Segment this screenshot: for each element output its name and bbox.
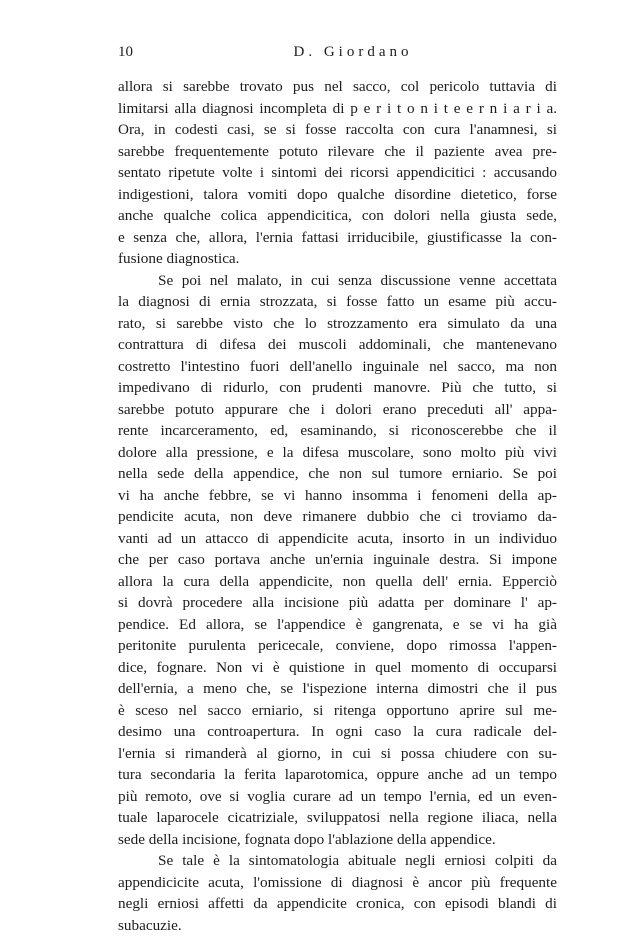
text-line: si dovrà procedere alla incisione più adatta per dominare l' ap- (118, 592, 557, 614)
text-line: costretto l'intestino fuori dell'anello inguinale nel sacco, ma non (118, 356, 557, 378)
text-line: vanti ad un attacco di appendicite acuta, insorto in un individuo (118, 528, 557, 550)
text-line: Se poi nel malato, in cui senza discussione venne accettata (118, 270, 557, 292)
text-line: subacuzie. (118, 915, 557, 936)
text-line: rente incarceramento, ed, esaminando, si riconoscerebbe che il (118, 420, 557, 442)
text-line: e senza che, allora, l'ernia fattasi irriducibile, giustificasse la con- (118, 227, 557, 249)
text-line: contrattura di difesa dei muscoli addominali, che mantenevano (118, 334, 557, 356)
text-line: più remoto, ove si voglia curare ad un tempo l'ernia, ed un even- (118, 786, 557, 808)
text-line: è sceso nel sacco erniario, si ritenga opportuno aprire sul me- (118, 700, 557, 722)
text-line: Se tale è la sintomatologia abituale negli erniosi colpiti da (118, 850, 557, 872)
text-line: sarebbe frequentemente potuto rilevare che il paziente avea pre- (118, 141, 557, 163)
text-line: nella sede della appendice, che non sul tumore erniario. Se poi (118, 463, 557, 485)
text-line: allora si sarebbe trovato pus nel sacco, col pericolo tuttavia di (118, 76, 557, 98)
page-number: 10 (118, 44, 133, 61)
running-head-author: D. Giordano (118, 44, 548, 61)
text-line: sede della incisione, fognata dopo l'ablazione della appendice. (118, 829, 557, 851)
text-line: dice, fognare. Non vi è quistione in quel momento di occuparsi (118, 657, 557, 679)
text-line: anche qualche colica appendicitica, con dolori nella giusta sede, (118, 205, 557, 227)
text-line: sentato ripetute volte i sintomi dei ricorsi appendicitici : accusando (118, 162, 557, 184)
text-line: limitarsi alla diagnosi incompleta di p e r i t o n i t e e r n i a r i a. (118, 98, 557, 120)
text-line: fusione diagnostica. (118, 248, 557, 270)
text-line: impedivano di ridurlo, con prudenti manovre. Più che tutto, si (118, 377, 557, 399)
text-line: allora la cura della appendicite, non quella dell' ernia. Epperciò (118, 571, 557, 593)
text-line: peritonite purulenta pericecale, conviene, dopo rimossa l'appen- (118, 635, 557, 657)
text-line: tuale laparocele cicatriziale, sviluppatosi nella regione iliaca, nella (118, 807, 557, 829)
text-line: indigestioni, talora vomiti dopo qualche disordine dietetico, forse (118, 184, 557, 206)
text-line: dell'ernia, a meno che, se l'ispezione interna dimostri che il pus (118, 678, 557, 700)
text-line: l'ernia si rimanderà al giorno, in cui si possa chiudere con su- (118, 743, 557, 765)
text-line: appendicicite acuta, l'omissione di diagnosi è ancor più frequente (118, 872, 557, 894)
text-line: sarebbe potuto appurare che i dolori erano preceduti all' appa- (118, 399, 557, 421)
text-line: che per caso portava anche un'ernia inguinale destra. Si impone (118, 549, 557, 571)
text-line: negli erniosi affetti da appendicite cronica, con episodi blandi di (118, 893, 557, 915)
text-line: pendicite acuta, non deve rimanere dubbio che ci troviamo da- (118, 506, 557, 528)
page-header (118, 44, 548, 66)
text-line: desimo una controapertura. In ogni caso la cura radicale del- (118, 721, 557, 743)
text-line: Ora, in codesti casi, se si fosse raccolta con cura l'anamnesi, si (118, 119, 557, 141)
text-line: tura secondaria la ferita laparotomica, oppure anche ad un tempo (118, 764, 557, 786)
text-line: la diagnosi di ernia strozzata, si fosse fatto un esame più accu- (118, 291, 557, 313)
text-line: vi ha anche febbre, se vi hanno insomma i fenomeni della ap- (118, 485, 557, 507)
text-line: pendice. Ed allora, se l'appendice è gangrenata, e se vi ha già (118, 614, 557, 636)
text-line: dolore alla pressione, e la difesa muscolare, sono molto più vivi (118, 442, 557, 464)
text-line: rato, si sarebbe visto che lo strozzamento era simulato da una (118, 313, 557, 335)
body-text (118, 76, 557, 936)
